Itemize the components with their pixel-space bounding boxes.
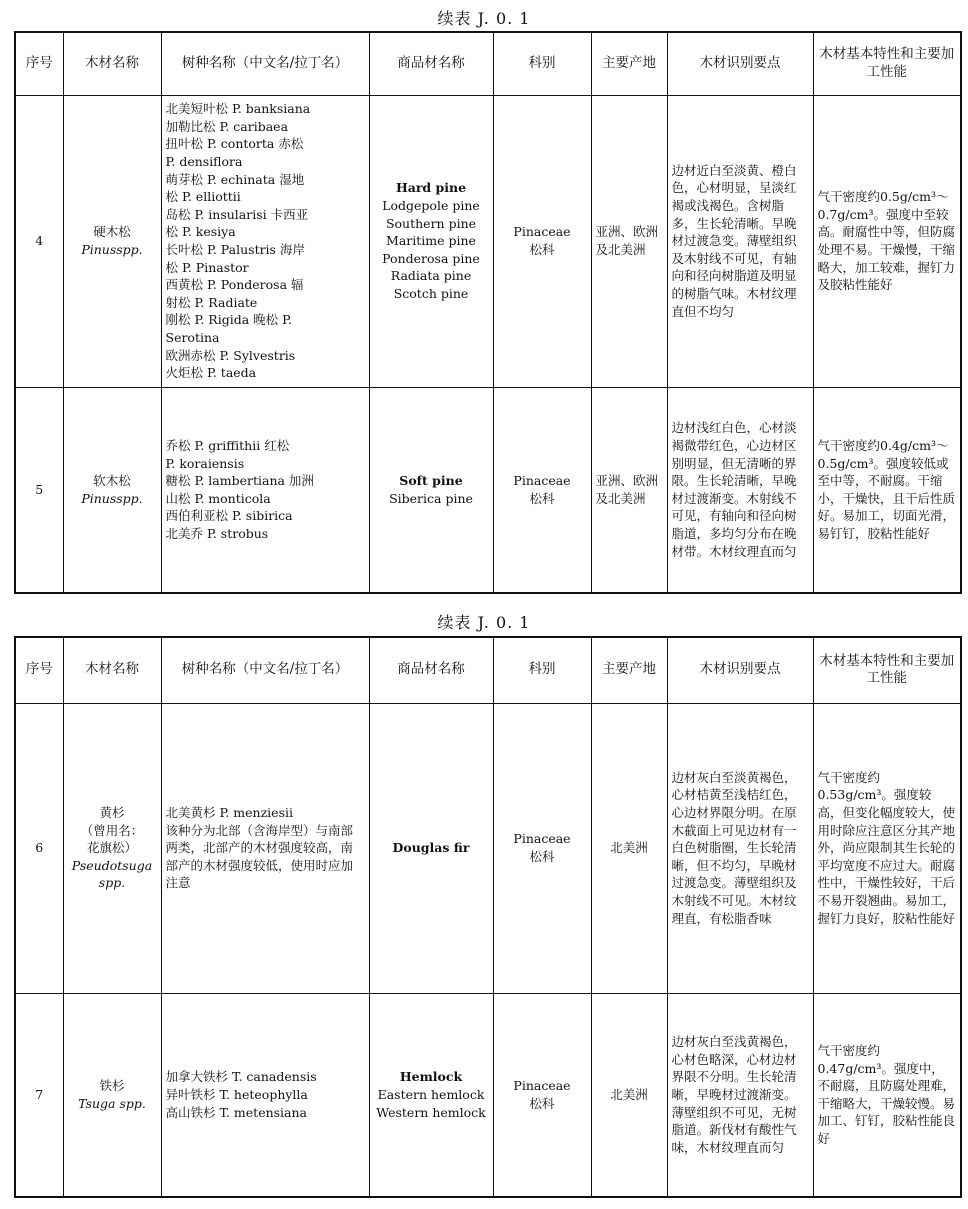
properties-cell: 气干密度约0.53g/cm³。强度较高，但变化幅度较大，使用时除应注意区分其产地外，尚应限制其生长轮的平均宽度不应过大。耐腐性中，干燥性较好，干后不易开裂翘曲。易加工，握钉力良好，胶粘性能好 (813, 703, 961, 993)
trade-name: Siberica pine (389, 490, 473, 506)
wood-name: 花旗松） (86, 840, 137, 856)
wood-latin: Pinusspp. (81, 242, 143, 257)
species-line: 加拿大铁杉 T. canadensis (165, 1069, 317, 1085)
species-line: 欧洲赤松 P. Sylvestris (165, 347, 296, 363)
header-cell-wood-name: 木材名称 (63, 637, 161, 703)
properties-cell: 气干密度约0.5g/cm³～0.7g/cm³。强度中至较高。耐腐性中等，但防腐处理不易。干燥慢，干缩略大，加工较难，握钉力及胶粘性能好 (813, 95, 961, 387)
trade-name-cell (369, 993, 493, 1197)
identification-cell: 边材浅红白色，心材淡褐微带红色，心边材区别明显，但无清晰的界限。生长轮清晰，早晚材过渡渐变。木射线不可见，有轴向和径向树脂道，多均匀分布在晚材带。木材纹理直而匀 (667, 387, 813, 593)
family-cn: 松科 (529, 1095, 555, 1111)
header-cell-no: 序号 (15, 637, 63, 703)
table-caption: 续表 J. 0. 1 (437, 9, 531, 28)
species-note: 该种分为北部（含海岸型）与南部两类，北部产的木材强度较高，南部产的木材强度较低，使用时应加注意 (165, 822, 354, 891)
wood-latin: Pinusspp. (81, 490, 143, 506)
trade-name: Scotch pine (393, 285, 469, 301)
family-cell (493, 993, 591, 1197)
species-line: 火炬松 P. taeda (165, 365, 257, 381)
species-line: 高山铁杉 T. metensiana (165, 1104, 308, 1120)
wood-table-2 (14, 636, 962, 1198)
header-cell-family: 科别 (493, 32, 591, 95)
header-cell-species: 树种名称（中文名/拉丁名） (161, 32, 369, 95)
species-line: 乔松 P. griffithii 红松 (165, 437, 290, 453)
species-cell (161, 95, 369, 387)
trade-name-cell (369, 703, 493, 993)
trade-name-cell (369, 387, 493, 593)
species-line: 长叶松 P. Palustris 海岸 (165, 242, 305, 257)
wood-latin: Tsuga spp. (78, 1095, 146, 1111)
wood-name-cell (63, 703, 161, 993)
wood-name: （曾用名： (80, 822, 144, 838)
species-line: 山松 P. monticola (165, 490, 271, 506)
family-cell (493, 95, 591, 387)
trade-name: Maritime pine (386, 233, 476, 249)
family-cell (493, 387, 591, 593)
wood-name: 铁杉 (99, 1078, 125, 1094)
header-row (15, 32, 961, 95)
species-line: 加勒比松 P. caribaea (165, 118, 289, 134)
species-line: 松 P. kesiya (165, 224, 236, 240)
trade-name: Eastern hemlock (377, 1086, 485, 1102)
header-cell-trade-name: 商品材名称 (369, 637, 493, 703)
trade-name: Lodgepole pine (382, 198, 480, 214)
row-number: 7 (15, 993, 63, 1197)
table-row (15, 703, 961, 993)
wood-latin: Pseudotsuga spp. (71, 857, 153, 891)
wood-name: 黄杉 (99, 805, 125, 821)
header-cell-identification: 木材识别要点 (667, 637, 813, 703)
species-line: 岛松 P. insularisi 卡西亚 (165, 206, 309, 222)
table-row (15, 993, 961, 1197)
species-line: 射松 P. Radiate (165, 294, 258, 310)
species-line: 扭叶松 P. contorta 赤松 (165, 136, 304, 152)
table-row (15, 95, 961, 387)
wood-name-cell (63, 993, 161, 1197)
properties-cell: 气干密度约0.4g/cm³～0.5g/cm³。强度较低或至中等，不耐腐。干缩小，干燥快，且干后性质好。易加工，切面光滑，易钉钉，胶粘性能好 (813, 387, 961, 593)
trade-name: Southern pine (385, 215, 477, 231)
species-line: 松 P. Pinastor (165, 259, 249, 275)
species-line: 萌芽松 P. echinata 湿地 (165, 171, 305, 187)
trade-title: Soft pine (399, 473, 463, 489)
family-latin: Pinaceae (513, 224, 571, 240)
row-number: 5 (15, 387, 63, 593)
species-line: P. koraiensis (165, 455, 245, 471)
header-cell-properties: 木材基本特性和主要加工性能 (813, 637, 961, 703)
species-line: 刚松 P. Rigida 晚松 P. (165, 312, 292, 328)
wood-table-1 (14, 31, 962, 594)
family-cell (493, 703, 591, 993)
header-cell-species: 树种名称（中文名/拉丁名） (161, 637, 369, 703)
trade-title: Hemlock (399, 1069, 463, 1085)
family-latin: Pinaceae (513, 831, 571, 847)
origin-cell: 北美洲 (591, 993, 667, 1197)
species-cell (161, 387, 369, 593)
species-line: 北美黄杉 P. menziesii (165, 805, 293, 821)
header-cell-identification: 木材识别要点 (667, 32, 813, 95)
trade-title: Douglas fir (392, 840, 470, 856)
origin-cell: 北美洲 (591, 703, 667, 993)
wood-name-cell (63, 387, 161, 593)
header-cell-family: 科别 (493, 637, 591, 703)
wood-name: 硬木松 (93, 224, 131, 240)
wood-name: 软木松 (93, 473, 131, 489)
identification-cell: 边材灰白至浅黄褐色，心材色略深，心材边材界限不分明。生长轮清晰，早晚材过渡渐变。薄壁组织不可见，无树脂道。新伐材有酸性气味，木材纹理直而匀 (667, 993, 813, 1197)
trade-name-cell (369, 95, 493, 387)
family-latin: Pinaceae (513, 1078, 571, 1094)
header-cell-origin: 主要产地 (591, 32, 667, 95)
species-line: 糖松 P. lambertiana 加洲 (165, 473, 314, 489)
species-line: 北美短叶松 P. banksiana (165, 101, 311, 117)
row-number: 6 (15, 703, 63, 993)
trade-name: Western hemlock (376, 1104, 486, 1120)
header-cell-wood-name: 木材名称 (63, 32, 161, 95)
species-cell (161, 703, 369, 993)
trade-name: Ponderosa pine (382, 250, 480, 266)
header-cell-no: 序号 (15, 32, 63, 95)
origin-cell: 亚洲、欧洲及北美洲 (591, 95, 667, 387)
species-line: 西伯利亚松 P. sibirica (165, 508, 293, 524)
trade-title: Hard pine (395, 180, 467, 196)
family-latin: Pinaceae (513, 473, 571, 489)
species-cell (161, 993, 369, 1197)
header-cell-properties: 木材基本特性和主要加工性能 (813, 32, 961, 95)
identification-cell: 边材近白至淡黄、橙白色，心材明显，呈淡红褐或浅褐色。含树脂多，生长轮清晰。早晚材过渡急变。薄壁组织及木射线不可见，有轴向和径向树脂道及明显的树脂气味。木材纹理直但不均匀 (667, 95, 813, 387)
properties-cell: 气干密度约0.47g/cm³。强度中，不耐腐，且防腐处理难，干缩略大，干燥较慢。易加工、钉钉，胶粘性能良好 (813, 993, 961, 1197)
header-cell-trade-name: 商品材名称 (369, 32, 493, 95)
species-line: P. densiflora (165, 154, 243, 170)
wood-name-cell (63, 95, 161, 387)
table-row (15, 387, 961, 593)
species-line: 异叶铁杉 T. heteophylla (165, 1086, 308, 1102)
table-caption: 续表 J. 0. 1 (437, 613, 531, 632)
origin-cell: 亚洲、欧洲及北美洲 (591, 387, 667, 593)
family-cn: 松科 (529, 849, 555, 864)
family-cn: 松科 (529, 242, 555, 257)
trade-name: Radiata pine (390, 268, 472, 284)
species-line: 松 P. elliottii (165, 189, 241, 205)
header-cell-origin: 主要产地 (591, 637, 667, 703)
family-cn: 松科 (529, 490, 555, 506)
species-line: 西黄松 P. Ponderosa 辐 (165, 277, 304, 293)
species-line: Serotina (165, 329, 220, 345)
species-line: 北美乔 P. strobus (165, 525, 269, 541)
identification-cell: 边材灰白至淡黄褐色，心材桔黄至浅桔红色，心边材界限分明。在原木截面上可见边材有一白色树脂圈，生长轮清晰，但不均匀，早晚材过渡急变。薄壁组织及木射线不可见。木材纹理直，有松脂香味 (667, 703, 813, 993)
header-row (15, 637, 961, 703)
row-number: 4 (15, 95, 63, 387)
